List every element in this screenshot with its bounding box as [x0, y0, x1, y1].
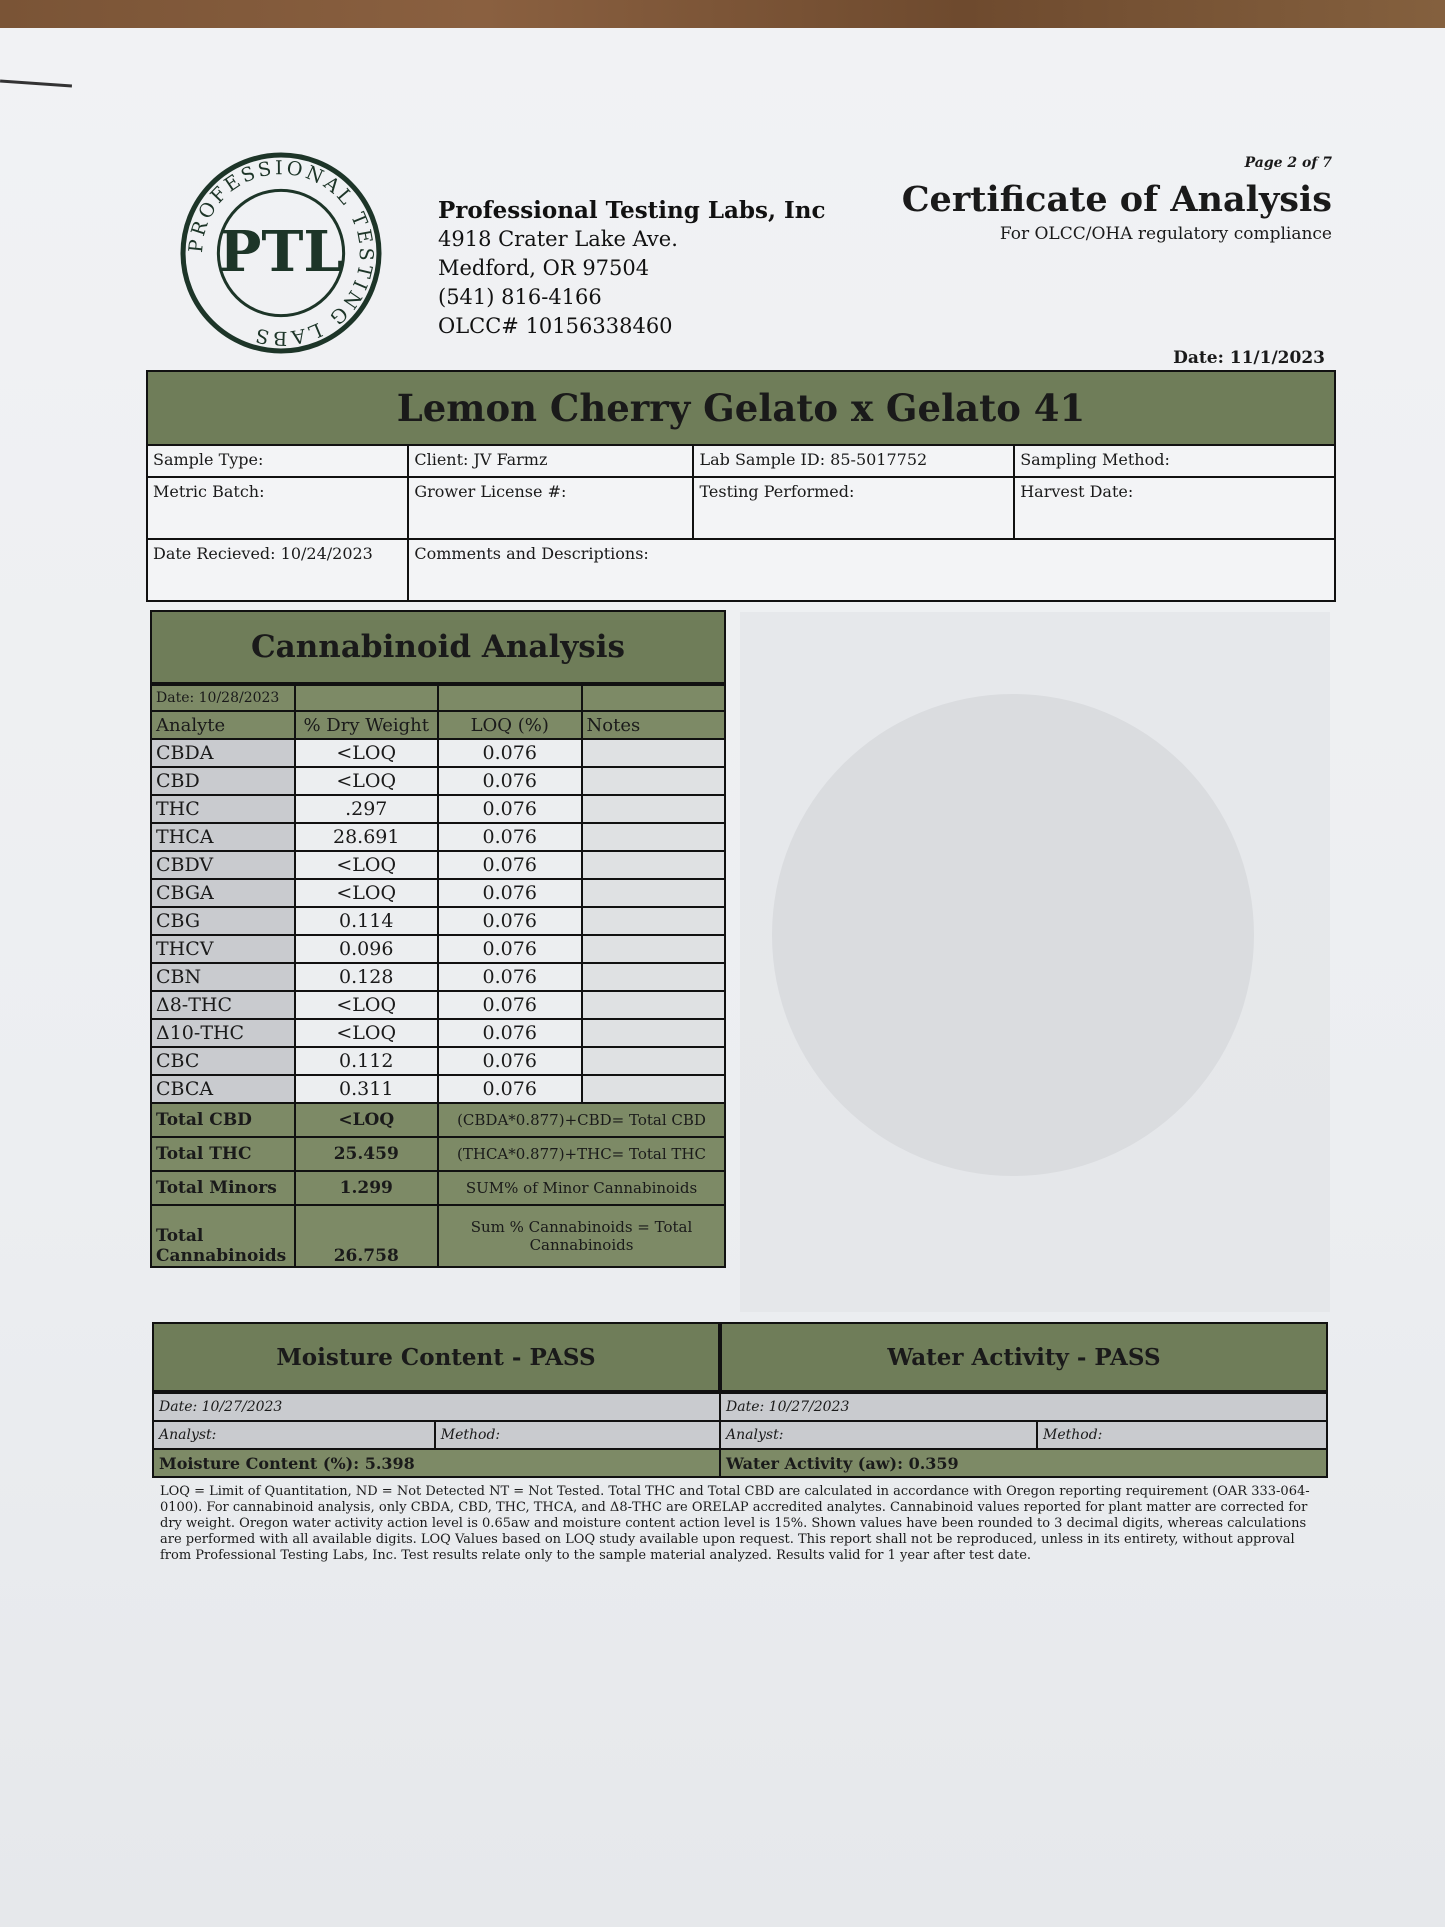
loq-value: 0.076: [438, 991, 582, 1019]
cannabinoid-row: [151, 1075, 725, 1103]
notes-cell: [582, 907, 726, 935]
certificate-header: [902, 155, 1332, 244]
dry-weight-value: 0.128: [295, 963, 439, 991]
total-label: Total Cannabinoids: [151, 1205, 295, 1267]
cannabinoid-row: [151, 851, 725, 879]
moisture-water-section: [152, 1322, 1328, 1478]
cannabinoid-date: Date: 10/28/2023: [151, 685, 295, 711]
dry-weight-value: <LOQ: [295, 991, 439, 1019]
analyte-name: CBCA: [151, 1075, 295, 1103]
moisture-water-table: [152, 1392, 1328, 1478]
total-row: [151, 1103, 725, 1137]
notes-cell: [582, 767, 726, 795]
loq-value: 0.076: [438, 1075, 582, 1103]
cannabinoid-title: Cannabinoid Analysis: [150, 610, 726, 684]
total-row: [151, 1171, 725, 1205]
total-label: Total THC: [151, 1137, 295, 1171]
analyte-name: CBG: [151, 907, 295, 935]
cannabinoid-section: [150, 610, 726, 1268]
notes-cell: [582, 879, 726, 907]
notes-cell: [582, 991, 726, 1019]
moisture-result: Moisture Content (%): 5.398: [153, 1449, 720, 1477]
water-activity-title: Water Activity - PASS: [720, 1322, 1328, 1392]
notes-cell: [582, 739, 726, 767]
sample-name: Lemon Cherry Gelato x Gelato 41: [146, 370, 1336, 446]
date-received: Date Recieved: 10/24/2023: [147, 539, 408, 601]
cannabinoid-row: [151, 879, 725, 907]
lab-sample-id: Lab Sample ID: 85-5017752: [693, 445, 1014, 477]
dry-weight-value: <LOQ: [295, 879, 439, 907]
dry-weight-value: 28.691: [295, 823, 439, 851]
notes-cell: [582, 851, 726, 879]
moisture-analyst: Analyst:: [153, 1421, 435, 1449]
total-formula: SUM% of Minor Cannabinoids: [438, 1171, 725, 1205]
cannabinoid-row: [151, 739, 725, 767]
dry-weight-value: 0.114: [295, 907, 439, 935]
total-formula: (CBDA*0.877)+CBD= Total CBD: [438, 1103, 725, 1137]
cannabinoid-row: [151, 795, 725, 823]
moisture-date: Date: 10/27/2023: [153, 1393, 720, 1421]
moisture-method: Method:: [435, 1421, 720, 1449]
logo-ring-text: PROFESSIONAL TESTING LABS: [183, 156, 378, 350]
moisture-title: Moisture Content - PASS: [152, 1322, 720, 1392]
loq-value: 0.076: [438, 1019, 582, 1047]
dry-weight-value: .297: [295, 795, 439, 823]
notes-cell: [582, 795, 726, 823]
analyte-name: THC: [151, 795, 295, 823]
dry-weight-value: <LOQ: [295, 1019, 439, 1047]
harvest-date: Harvest Date:: [1014, 477, 1335, 539]
page-number: Page 2 of 7: [1244, 155, 1332, 171]
analyte-name: CBN: [151, 963, 295, 991]
lab-contact: [438, 196, 825, 341]
header-analyte: Analyte: [151, 711, 295, 739]
water-method: Method:: [1037, 1421, 1327, 1449]
dry-weight-value: 0.096: [295, 935, 439, 963]
cannabinoid-row: [151, 935, 725, 963]
ptl-logo: [180, 152, 382, 354]
sample-type: Sample Type:: [147, 445, 408, 477]
cannabinoid-row: [151, 823, 725, 851]
lab-address-2: Medford, OR 97504: [438, 256, 650, 280]
notes-cell: [582, 823, 726, 851]
loq-value: 0.076: [438, 935, 582, 963]
water-analyst: Analyst:: [720, 1421, 1037, 1449]
total-value: 1.299: [295, 1171, 439, 1205]
total-value: 26.758: [295, 1205, 439, 1267]
dry-weight-value: 0.311: [295, 1075, 439, 1103]
analyte-name: Δ10-THC: [151, 1019, 295, 1047]
cannabinoid-row: [151, 963, 725, 991]
report-date: Date: 11/1/2023: [1173, 348, 1325, 368]
total-row: [151, 1137, 725, 1171]
analyte-name: Δ8-THC: [151, 991, 295, 1019]
header-notes: Notes: [582, 711, 726, 739]
loq-value: 0.076: [438, 907, 582, 935]
cannabinoid-row: [151, 1019, 725, 1047]
certificate-title: Certificate of Analysis: [901, 179, 1332, 220]
comments: Comments and Descriptions:: [408, 539, 1335, 601]
header-loq: LOQ (%): [438, 711, 582, 739]
total-formula: Sum % Cannabinoids = Total Cannabinoids: [438, 1205, 725, 1267]
client: Client: JV Farmz: [408, 445, 693, 477]
cannabinoid-row: [151, 767, 725, 795]
notes-cell: [582, 1047, 726, 1075]
analyte-name: CBDA: [151, 739, 295, 767]
loq-value: 0.076: [438, 795, 582, 823]
lab-name: Professional Testing Labs, Inc: [438, 197, 826, 224]
certificate-subtitle: For OLCC/OHA regulatory compliance: [999, 224, 1332, 244]
cannabinoid-row: [151, 991, 725, 1019]
dry-weight-value: 0.112: [295, 1047, 439, 1075]
analyte-name: CBDV: [151, 851, 295, 879]
analyte-name: CBD: [151, 767, 295, 795]
loq-value: 0.076: [438, 1047, 582, 1075]
dry-weight-value: <LOQ: [295, 851, 439, 879]
cannabinoid-row: [151, 907, 725, 935]
analyte-name: THCA: [151, 823, 295, 851]
total-value: 25.459: [295, 1137, 439, 1171]
analyte-name: THCV: [151, 935, 295, 963]
notes-cell: [582, 1075, 726, 1103]
loq-value: 0.076: [438, 739, 582, 767]
total-row: [151, 1205, 725, 1267]
total-label: Total Minors: [151, 1171, 295, 1205]
lab-olcc: OLCC# 10156338460: [438, 314, 673, 338]
footnote: LOQ = Limit of Quantitation, ND = Not Detected NT = Not Tested. Total THC and Total CBD are calculated in accordance with Oregon reporting requirement (OAR 333-064-0100). For cannabinoid analysis, only CBDA, CBD, THC, THCA, and Δ8-THC are ORELAP accredited analytes. Cannabinoid values reported for plant matter are corrected for dry weight. Oregon water activity action level is 0.65aw and moisture content action level is 15%. Shown values have been rounded to 3 decimal digits, whereas calculations are performed with all available digits. LOQ Values based on LOQ study available upon request. This report shall not be reproduced, unless in its entirety, without approval from Professional Testing Labs, Inc. Test results relate only to the sample material analyzed. Results valid for 1 year after test date.: [160, 1484, 1310, 1563]
lab-phone: (541) 816-4166: [438, 285, 602, 309]
analyte-name: CBC: [151, 1047, 295, 1075]
metric-batch: Metric Batch:: [147, 477, 408, 539]
notes-cell: [582, 935, 726, 963]
cannabinoid-row: [151, 1047, 725, 1075]
total-formula: (THCA*0.877)+THC= Total THC: [438, 1137, 725, 1171]
lab-address-1: 4918 Crater Lake Ave.: [438, 227, 678, 251]
loq-value: 0.076: [438, 767, 582, 795]
total-label: Total CBD: [151, 1103, 295, 1137]
loq-value: 0.076: [438, 823, 582, 851]
water-date: Date: 10/27/2023: [720, 1393, 1327, 1421]
faded-pie-chart: [772, 694, 1254, 1176]
loq-value: 0.076: [438, 963, 582, 991]
total-value: <LOQ: [295, 1103, 439, 1137]
testing-performed: Testing Performed:: [693, 477, 1014, 539]
loq-value: 0.076: [438, 851, 582, 879]
grower-license: Grower License #:: [408, 477, 693, 539]
dry-weight-value: <LOQ: [295, 767, 439, 795]
water-result: Water Activity (aw): 0.359: [720, 1449, 1327, 1477]
analyte-name: CBGA: [151, 879, 295, 907]
logo-letters: PTL: [218, 219, 344, 286]
notes-cell: [582, 1019, 726, 1047]
notes-cell: [582, 963, 726, 991]
cannabinoid-table: [150, 684, 726, 1268]
dry-weight-value: <LOQ: [295, 739, 439, 767]
sampling-method: Sampling Method:: [1014, 445, 1335, 477]
header-dry-weight: % Dry Weight: [295, 711, 439, 739]
sample-info-table: [146, 444, 1336, 602]
loq-value: 0.076: [438, 879, 582, 907]
